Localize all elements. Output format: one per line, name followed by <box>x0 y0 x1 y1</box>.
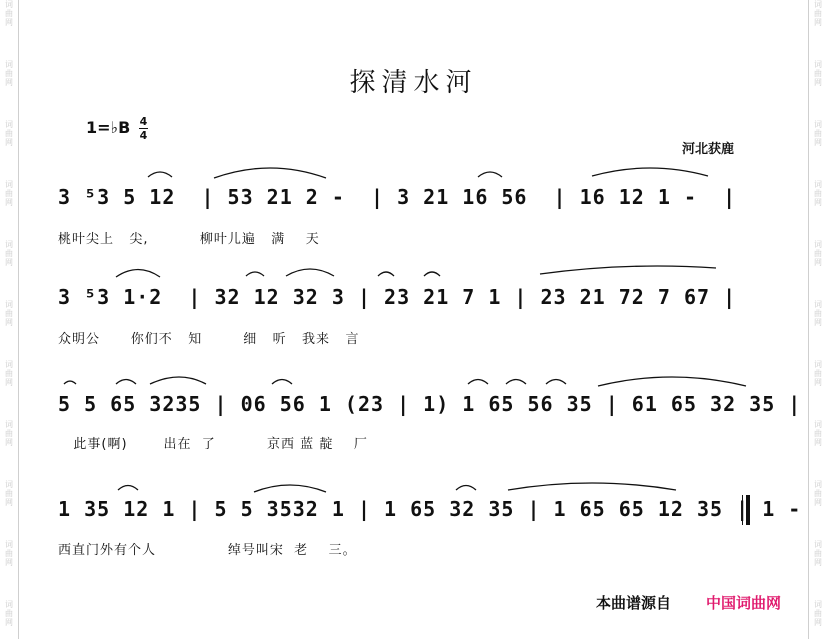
slur <box>540 266 716 274</box>
footer-site-link[interactable]: 中国词曲网 <box>706 594 782 612</box>
slur <box>456 486 476 491</box>
slur <box>148 172 172 177</box>
slur <box>478 172 502 177</box>
slur <box>468 380 488 385</box>
watermark-text: 词 曲 网 <box>5 480 13 507</box>
slur <box>378 272 394 276</box>
staff-4-lyrics: 西直门外有个人 绰号叫宋 老 三。 <box>58 543 357 558</box>
staff-3-lyrics: 此事(啊) 出在 了 京西 蓝 靛 厂 <box>58 437 368 452</box>
watermark-text: 词 曲 网 <box>814 180 822 207</box>
watermark-text: 词 曲 网 <box>5 180 13 207</box>
staff-1-lyrics: 桃叶尖上 尖, 柳叶儿遍 满 天 <box>58 232 320 247</box>
time-signature-top: 4 <box>139 115 148 128</box>
watermark-text: 词 曲 网 <box>5 0 13 27</box>
slur <box>150 377 206 384</box>
staff-2-notes: 3 ⁵3 1·2 | 32 12 32 3 | 23 21 7 1 | 23 21 72 7 67 | <box>58 285 737 309</box>
slur <box>508 483 676 490</box>
watermark-text: 词 曲 网 <box>814 360 822 387</box>
staff-1-notes: 3 ⁵3 5 12 | 53 21 2 - | 3 21 16 56 | 16 12 1 - | <box>58 185 737 209</box>
slur <box>64 381 76 384</box>
watermark-text: 词 曲 网 <box>5 420 13 447</box>
watermark-text: 词 曲 网 <box>814 240 822 267</box>
slur <box>118 486 138 491</box>
song-title: 探清水河 <box>349 68 478 98</box>
slur <box>246 272 264 276</box>
key-signature: 1=♭B <box>86 118 131 137</box>
watermark-text: 词 曲 网 <box>814 0 822 27</box>
watermark-text: 词 曲 网 <box>5 60 13 87</box>
staff-3-notes: 5 5 65 3235 | 06 56 1 (23 | 1) 1 65 56 35 | 61 65 32 35 | <box>58 392 802 416</box>
watermark-text: 词 曲 网 <box>5 360 13 387</box>
watermark-text: 词 曲 网 <box>814 480 822 507</box>
slur <box>546 380 566 385</box>
watermark-text: 词 曲 网 <box>814 60 822 87</box>
footer-source-text: 本曲谱源自 <box>596 594 672 612</box>
slur <box>506 380 526 385</box>
staff-2-lyrics: 众明公 你们不 知 细 听 我来 言 <box>58 332 360 347</box>
watermark-text: 词 曲 网 <box>5 120 13 147</box>
watermark-text: 词 曲 网 <box>5 540 13 567</box>
slur <box>592 168 708 176</box>
slur <box>214 168 326 178</box>
watermark-text: 词 曲 网 <box>814 600 822 627</box>
slur <box>272 380 292 385</box>
song-origin: 河北获鹿 <box>682 142 735 157</box>
slur <box>254 485 326 492</box>
watermark-text: 词 曲 网 <box>814 540 822 567</box>
slur <box>116 380 136 385</box>
watermark-text: 词 曲 网 <box>5 300 13 327</box>
staff-4-notes: 1 35 12 1 | 5 5 3532 1 | 1 65 32 35 | 1 65 65 12 35 | 1 - <box>58 497 802 521</box>
slur <box>116 270 160 278</box>
slur <box>598 377 746 386</box>
slur <box>286 269 334 276</box>
slur <box>424 272 440 276</box>
watermark-text: 词 曲 网 <box>814 120 822 147</box>
watermark-text: 词 曲 网 <box>5 240 13 267</box>
watermark-text: 词 曲 网 <box>814 300 822 327</box>
watermark-text: 词 曲 网 <box>5 600 13 627</box>
time-signature-bottom: 4 <box>139 129 148 142</box>
watermark-text: 词 曲 网 <box>814 420 822 447</box>
